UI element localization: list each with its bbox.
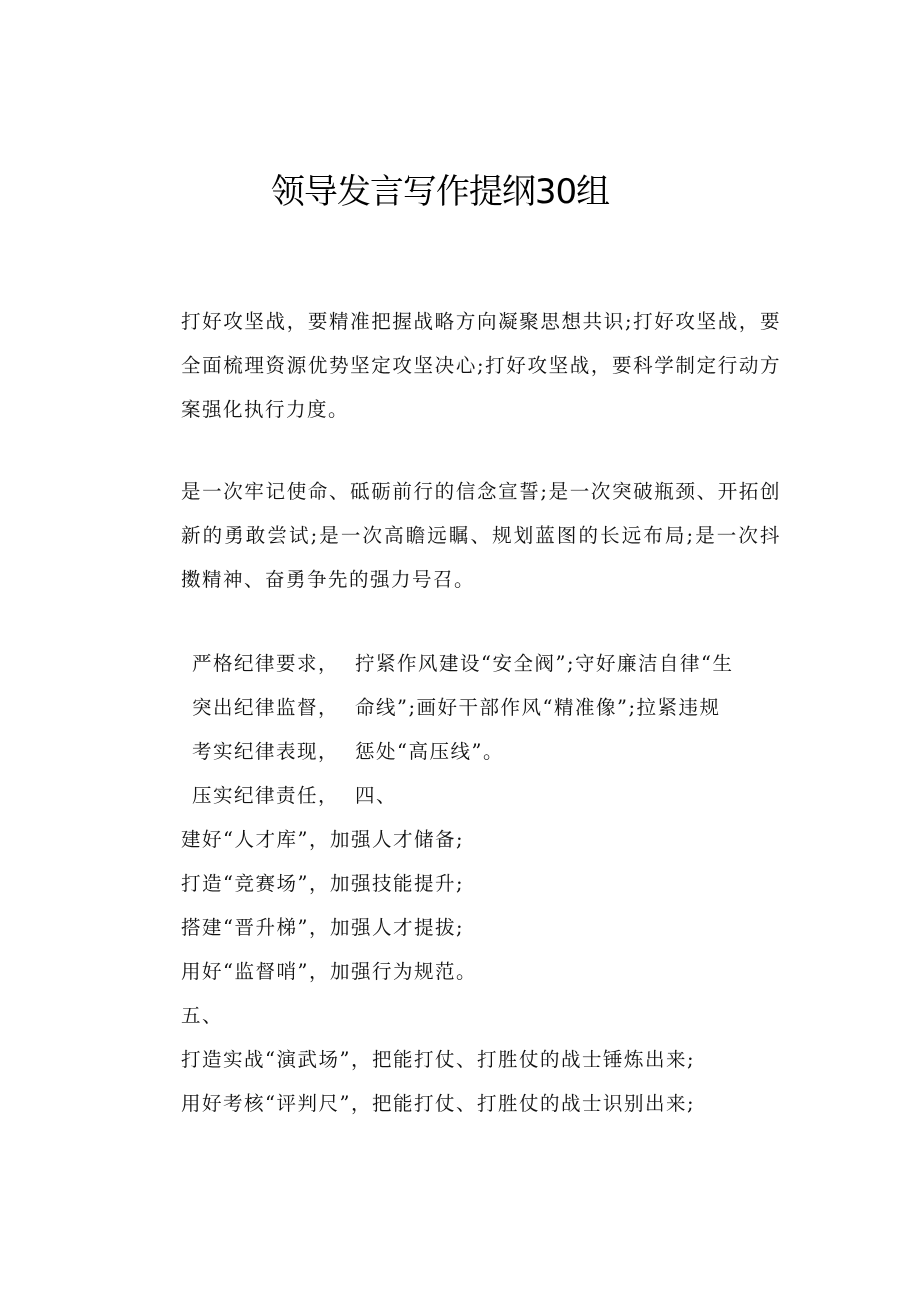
left-column (192, 642, 352, 818)
paragraph-1: 打好攻坚战，要精准把握战略方向凝聚思想共识;打好攻坚战，要全面梳理资源优势坚定攻坚决心;打好攻坚战，要科学制定行动方案强化执行力度。 (181, 310, 781, 421)
left-column-line: 压实纪律责任， (192, 784, 340, 807)
outline-list (181, 818, 801, 1126)
list-item: 打造“竞赛场”，加强技能提升; (181, 872, 465, 895)
list-item: 用好“监督哨”，加强行为规范。 (181, 960, 477, 983)
left-column-line: 严格纪律要求， (192, 652, 340, 675)
left-column-line: 突出纪律监督， (192, 696, 340, 719)
list-item: 用好考核“评判尺”，把能打仗、打胜仗的战士识别出来; (181, 1092, 696, 1115)
right-column-line: 惩处“高压线”。 (355, 740, 504, 763)
document-title: 领导发言写作提纲30组 (270, 172, 610, 212)
right-column-line: 四、 (355, 784, 398, 807)
left-column-line: 考实纪律表现， (192, 740, 340, 763)
right-column-line: 拧紧作风建设“安全阀”;守好廉洁自律“生 (355, 652, 734, 675)
section-heading: 五、 (181, 1004, 224, 1027)
right-column-line: 命线”;画好干部作风“精准像”;拉紧违规 (355, 696, 721, 719)
right-column (355, 642, 775, 818)
list-item: 搭建“晋升梯”，加强人才提拔; (181, 916, 465, 939)
list-item: 打造实战“演武场”，把能打仗、打胜仗的战士锤炼出来; (181, 1048, 696, 1071)
paragraph-2: 是一次牢记使命、砥砺前行的信念宣誓;是一次突破瓶颈、开拓创新的勇敢尝试;是一次高瞻远瞩、规划蓝图的长远布局;是一次抖擞精神、奋勇争先的强力号召。 (181, 480, 781, 591)
list-item: 建好“人才库”，加强人才储备; (181, 828, 465, 851)
two-column-block (0, 642, 920, 832)
